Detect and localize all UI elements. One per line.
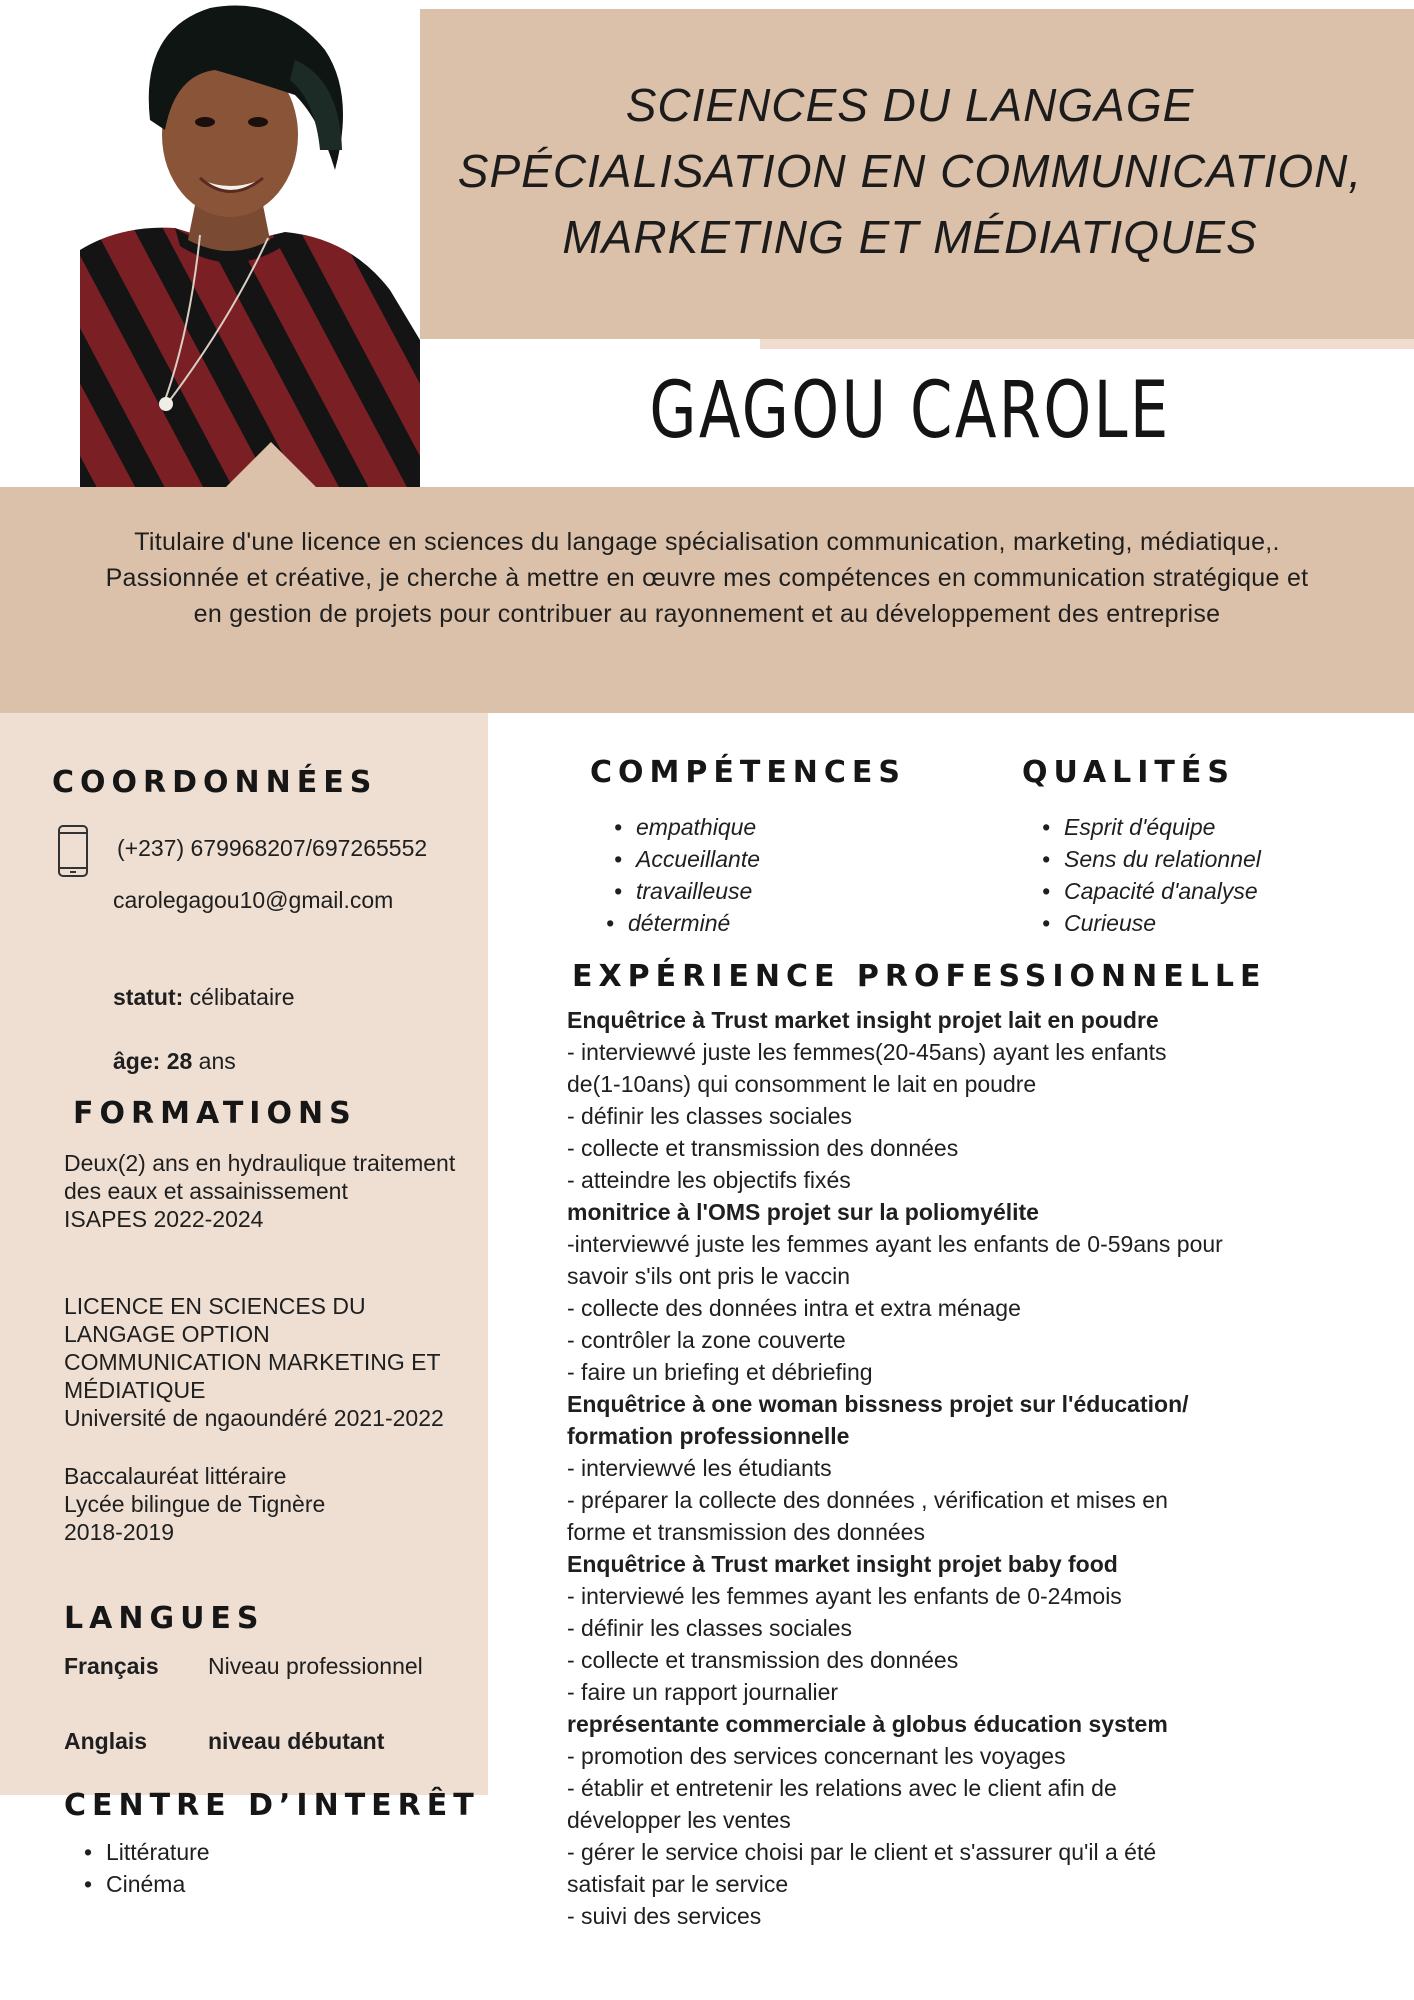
job-title: formation professionnelle xyxy=(567,1423,850,1449)
phone-icon xyxy=(57,824,89,883)
job-detail: - gérer le service choisi par le client et s'assurer qu'il a été xyxy=(567,1839,1157,1865)
job-detail: - faire un rapport journalier xyxy=(567,1679,839,1705)
language-level-text: niveau débutant xyxy=(208,1728,385,1754)
headline-line: MARKETING ET MÉDIATIQUES xyxy=(562,211,1258,263)
formations-heading: FORMATIONS xyxy=(73,1096,357,1131)
skills-list xyxy=(610,811,760,939)
headline-line: SPÉCIALISATION EN COMMUNICATION, xyxy=(457,145,1363,197)
job-detail: - promotion des services concernant les voyages xyxy=(567,1743,1066,1769)
list-item: • Esprit d'équipe xyxy=(1038,811,1261,843)
list-item: • Cinéma xyxy=(80,1868,210,1900)
experience-item xyxy=(567,1708,1387,1932)
email-address: carolegagou10@gmail.com xyxy=(113,887,394,913)
summary-line: Titulaire d'une licence en sciences du langage spécialisation communication, marketing, médiatique,. xyxy=(134,528,1280,556)
contact-heading: COORDONNÉES xyxy=(52,765,378,800)
age-value: 28 xyxy=(166,1048,193,1074)
job-detail: -interviewvé juste les femmes ayant les enfants de 0-59ans pour xyxy=(567,1231,1223,1257)
interests-heading: CENTRE D’INTERÊT xyxy=(64,1788,480,1823)
list-item: • empathique xyxy=(610,811,760,843)
formation-line: des eaux et assainissement xyxy=(64,1178,348,1204)
title-accent-strip xyxy=(760,339,1414,349)
full-name: GAGOU CAROLE xyxy=(649,366,1171,456)
interests-list xyxy=(80,1836,210,1900)
language-name-text: Anglais xyxy=(64,1728,148,1754)
status-label: statut: xyxy=(113,984,184,1010)
formation-line: LANGAGE OPTION xyxy=(64,1321,270,1347)
photo-notch xyxy=(225,442,317,488)
formation-line: ISAPES 2022-2024 xyxy=(64,1206,264,1232)
job-detail: satisfait par le service xyxy=(567,1871,789,1897)
job-detail: - définir les classes sociales xyxy=(567,1615,853,1641)
job-detail: - définir les classes sociales xyxy=(567,1103,853,1129)
job-detail: - faire un briefing et débriefing xyxy=(567,1359,873,1385)
formation-line: Lycée bilingue de Tignère xyxy=(64,1491,326,1517)
formation-line: LICENCE EN SCIENCES DU xyxy=(64,1293,366,1319)
job-detail: - interviewé les femmes ayant les enfants de 0-24mois xyxy=(567,1583,1122,1609)
job-detail: - établir et entretenir les relations avec le client afin de xyxy=(567,1775,1117,1801)
qualities-heading: QUALITÉS xyxy=(1022,755,1235,790)
list-item: • Accueillante xyxy=(610,843,760,875)
formation-line: 2018-2019 xyxy=(64,1519,174,1545)
qualities-list xyxy=(1038,811,1261,939)
skills-heading: COMPÉTENCES xyxy=(590,755,907,790)
formation-entry xyxy=(64,1149,455,1233)
experience-item xyxy=(567,1004,1387,1196)
marital-status xyxy=(113,983,295,1012)
headline xyxy=(410,72,1410,270)
list-item: • Littérature xyxy=(80,1836,210,1868)
formation-line: Deux(2) ans en hydraulique traitement xyxy=(64,1150,456,1176)
headline-line: SCIENCES DU LANGAGE xyxy=(625,79,1195,131)
job-title: Enquêtrice à one woman bissness projet sur l'éducation/ xyxy=(567,1391,1189,1417)
formation-line: MÉDIATIQUE xyxy=(64,1377,206,1403)
formation-entry xyxy=(64,1462,325,1546)
job-title: monitrice à l'OMS projet sur la poliomyélite xyxy=(567,1199,1039,1225)
status-value: célibataire xyxy=(189,984,295,1010)
language-level: Niveau professionnel xyxy=(208,1653,423,1679)
job-detail: savoir s'ils ont pris le vaccin xyxy=(567,1263,851,1289)
list-item: • Curieuse xyxy=(1038,907,1261,939)
job-detail: - interviewvé juste les femmes(20-45ans) ayant les enfants xyxy=(567,1039,1167,1065)
experience-heading: EXPÉRIENCE PROFESSIONNELLE xyxy=(572,959,1267,994)
summary-line: en gestion de projets pour contribuer au rayonnement et au développement des entreprise xyxy=(193,600,1221,628)
formation-line: Baccalauréat littéraire xyxy=(64,1463,287,1489)
job-detail: - suivi des services xyxy=(567,1903,762,1929)
job-detail: développer les ventes xyxy=(567,1807,791,1833)
job-detail: - interviewvé les étudiants xyxy=(567,1455,832,1481)
language-name xyxy=(64,1727,147,1756)
job-title: Enquêtrice à Trust market insight projet baby food xyxy=(567,1551,1118,1577)
language-name-text: Français xyxy=(64,1653,159,1679)
summary-line: Passionnée et créative, je cherche à mettre en œuvre mes compétences en communication stratégique et xyxy=(105,564,1309,592)
job-detail: - atteindre les objectifs fixés xyxy=(567,1167,851,1193)
job-detail: - préparer la collecte des données , vérification et mises en xyxy=(567,1487,1168,1513)
language-level xyxy=(208,1727,384,1756)
formation-line: Université de ngaoundéré 2021-2022 xyxy=(64,1405,444,1431)
experience-list xyxy=(567,1004,1387,1932)
formation-line: COMMUNICATION MARKETING ET xyxy=(64,1349,441,1375)
job-detail: forme et transmission des données xyxy=(567,1519,925,1545)
job-detail: - contrôler la zone couverte xyxy=(567,1327,846,1353)
job-detail: - collecte des données intra et extra ménage xyxy=(567,1295,1021,1321)
profile-summary xyxy=(55,524,1359,632)
portrait-illustration xyxy=(80,0,420,487)
age-label: âge: xyxy=(113,1048,161,1074)
formation-entry xyxy=(64,1292,444,1432)
age xyxy=(113,1047,236,1076)
experience-item xyxy=(567,1388,1387,1548)
job-title: Enquêtrice à Trust market insight projet lait en poudre xyxy=(567,1007,1159,1033)
list-item: • Capacité d'analyse xyxy=(1038,875,1261,907)
languages-heading: LANGUES xyxy=(64,1601,265,1636)
list-item: • déterminé xyxy=(602,907,760,939)
job-detail: - collecte et transmission des données xyxy=(567,1647,959,1673)
age-unit: ans xyxy=(198,1048,236,1074)
list-item: • Sens du relationnel xyxy=(1038,843,1261,875)
job-title: représentante commerciale à globus éducation system xyxy=(567,1711,1168,1737)
profile-photo xyxy=(80,0,420,487)
experience-item xyxy=(567,1548,1387,1708)
list-item: • travailleuse xyxy=(610,875,760,907)
job-detail: de(1-10ans) qui consomment le lait en poudre xyxy=(567,1071,1037,1097)
experience-item xyxy=(567,1196,1387,1388)
language-name xyxy=(64,1652,159,1681)
phone-number: (+237) 679968207/697265552 xyxy=(117,835,428,861)
job-detail: - collecte et transmission des données xyxy=(567,1135,959,1161)
